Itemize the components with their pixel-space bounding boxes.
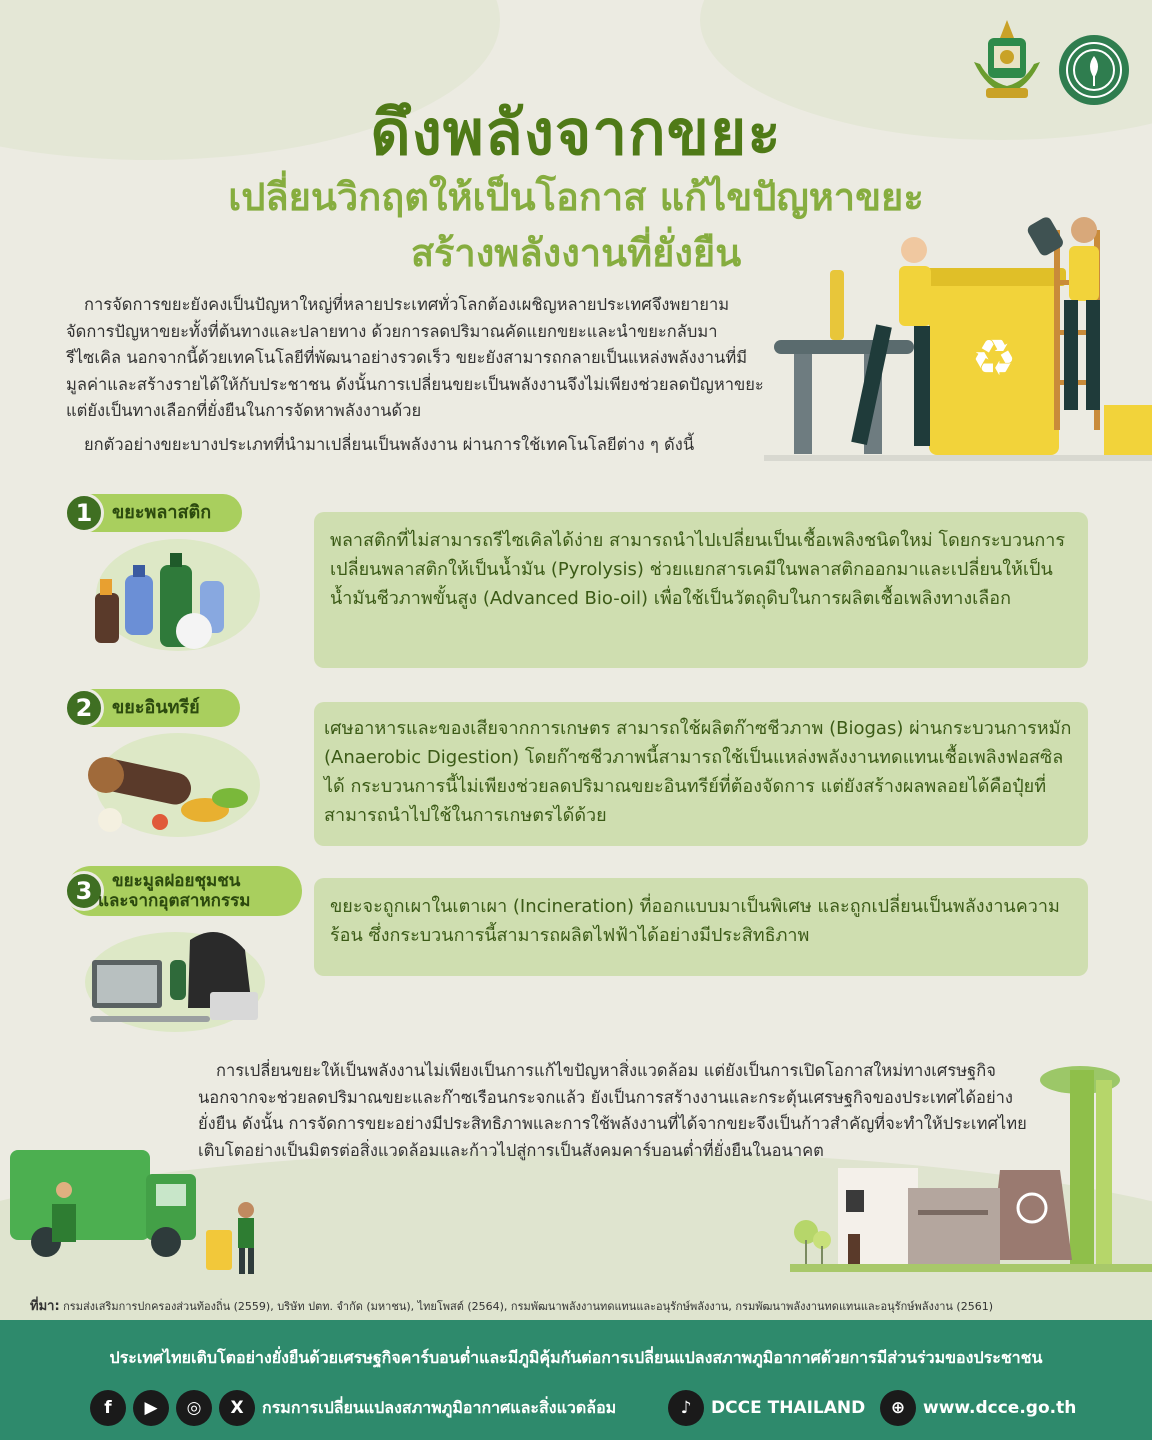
tiktok-icon[interactable]: ♪ [668,1390,704,1426]
facebook-icon[interactable]: f [90,1390,126,1426]
social-link-tiktok [668,1388,865,1428]
waste-to-energy-plant-illustration [790,1050,1152,1272]
svg-text:♻: ♻ [971,329,1017,387]
category-tag-municipal-industrial [66,866,302,916]
source-label: ที่มา: [30,1299,60,1314]
intro-text: การจัดการขยะยังคงเป็นปัญหาใหญ่ที่หลายประเทศทั่วโลกต้องเผชิญหลายประเทศจึงพยายามจัดการปัญหาขยะทั้งที่ต้นทางและปลายทาง ด้วยการลดปริมาณคัดแยกขยะและนำขยะกลับมารีไซเคิล นอกจากนี้ด้วยเทคโนโลยีที่พัฒนาอย่างรวดเร็ว ขยะยังสามารถกลายเป็นแหล่งพลังงานที่มีมูลค่าและสร้างรายได้ให้กับประชาชน ดังนั้นการเปลี่ยนขยะเป็นพลังงานจึงไม่เพียงช่วยลดปัญหาขยะ แต่ยังเป็นทางเลือกที่ยั่งยืนในการจัดหาพลังงานด้วย [66,295,764,420]
category-label [98,871,264,911]
website-url[interactable]: www.dcce.go.th [923,1398,1077,1418]
plastic-bottles-illustration [70,535,260,655]
tiktok-handle[interactable]: DCCE THAILAND [711,1398,866,1418]
industrial-waste-illustration [70,920,270,1035]
page-subtitle-line2: สร้างพลังงานที่ยั่งยืน [410,231,742,275]
category-description-plastic: พลาสติกที่ไม่สามารถรีไซเคิลได้ง่าย สามารถนำไปเปลี่ยนเป็นเชื้อเพลิงชนิดใหม่ โดยกระบวนการเปลี่ยนพลาสติกให้เป็นน้ำมัน (Pyrolysis) ช่วยแยกสารเคมีในพลาสติกออกมาและเปลี่ยนให้เป็นน้ำมันชีวภาพขั้นสูง (Advanced Bio-oil) เพื่อใช้เป็นวัตถุดิบในการผลิตเชื้อเพลิงทางเลือก [314,512,1088,668]
category-label-line1: ขยะมูลฝอยชุมชน [112,871,241,891]
social-link-website [880,1388,1076,1428]
category-tag-plastic [66,494,242,532]
instagram-icon[interactable]: ◎ [176,1390,212,1426]
garbage-truck-illustration [6,1130,276,1280]
intro-lead: ยกตัวอย่างขยะบางประเภทที่นำมาเปลี่ยนเป็นพลังงาน ผ่านการใช้เทคโนโลยีต่าง ๆ ดังนี้ [84,435,695,454]
category-label-line2: และจากอุตสาหกรรม [98,891,251,911]
x-icon[interactable]: X [219,1390,255,1426]
category-tag-organic [66,689,240,727]
category-description-organic: เศษอาหารและของเสียจากการเกษตร สามารถใช้ผลิตก๊าซชีวภาพ (Biogas) ผ่านกระบวนการหมัก (Anaerobic Digestion) โดยก๊าซชีวภาพนี้สามารถใช้เป็นแหล่งพลังงานทดแทนเชื้อเพลิงฟอสซิลได้ กระบวนการนี้ไม่เพียงช่วยลดปริมาณขยะอินทรีย์ที่ต้องจัดการ แต่ยังสร้างผลพลอยได้คือปุ๋ยที่สามารถนำไปใช้ในการเกษตรได้ด้วย [314,702,1088,846]
category-label: ขยะพลาสติก [112,502,212,523]
social-links-department [90,1388,616,1428]
category-label: ขยะอินทรีย์ [112,697,200,718]
category-number: 1 [64,493,104,533]
recycling-workers-illustration [764,200,1152,465]
category-number: 2 [64,688,104,728]
organic-waste-illustration [70,730,270,840]
footer-slogan: ประเทศไทยเติบโตอย่างยั่งยืนด้วยเศรษฐกิจคาร์บอนต่ำและมีภูมิคุ้มกันต่อการเปลี่ยนแปลงสภาพภูมิอากาศด้วยการมีส่วนร่วมของประชาชน [109,1348,1043,1367]
source-citation [30,1295,1130,1316]
intro-paragraph [66,292,766,425]
department-name[interactable]: กรมการเปลี่ยนแปลงสภาพภูมิอากาศและสิ่งแวดล้อม [262,1397,617,1417]
category-number: 3 [64,871,104,911]
source-text: กรมส่งเสริมการปกครองส่วนท้องถิ่น (2559), บริษัท ปตท. จำกัด (มหาชน), ไทยโพสต์ (2564), กรมพัฒนาพลังงานทดแทนและอนุรักษ์พลังงาน, กรมพัฒนาพลังงานทดแทนและอนุรักษ์พลังงาน (2561) [63,1300,994,1313]
category-description-municipal-industrial: ขยะจะถูกเผาในเตาเผา (Incineration) ที่ออกแบบมาเป็นพิเศษ และถูกเปลี่ยนเป็นพลังงานความร้อน ซึ่งกระบวนการนี้สามารถผลิตไฟฟ้าได้อย่างมีประสิทธิภาพ [314,878,1088,976]
closing-text: การเปลี่ยนขยะให้เป็นพลังงานไม่เพียงเป็นการแก้ไขปัญหาสิ่งแวดล้อม แต่ยังเป็นการเปิดโอกาสใหม่ทางเศรษฐกิจ นอกจากจะช่วยลดปริมาณขยะและก๊าซเรือนกระจกแล้ว ยังเป็นการสร้างงานและกระตุ้นเศรษฐกิจของประเทศได้อย่างยั่งยืน ดังนั้น การจัดการขยะอย่างมีประสิทธิภาพและการใช้พลังงานที่ได้จากขยะจึงเป็นก้าวสำคัญที่จะทำให้ประเทศไทยเติบโตอย่างเป็นมิตรต่อสิ่งแวดล้อมและก้าวไปสู่การเป็นสังคมคาร์บอนต่ำที่ยั่งยืนในอนาคต [198,1061,1027,1160]
web-icon[interactable]: ⊕ [880,1390,916,1426]
page-title: ดึงพลังจากขยะ [370,96,782,169]
page-subtitle-line1: เปลี่ยนวิกฤตให้เป็นโอกาส แก้ไขปัญหาขยะ [228,175,924,219]
youtube-icon[interactable]: ▶ [133,1390,169,1426]
